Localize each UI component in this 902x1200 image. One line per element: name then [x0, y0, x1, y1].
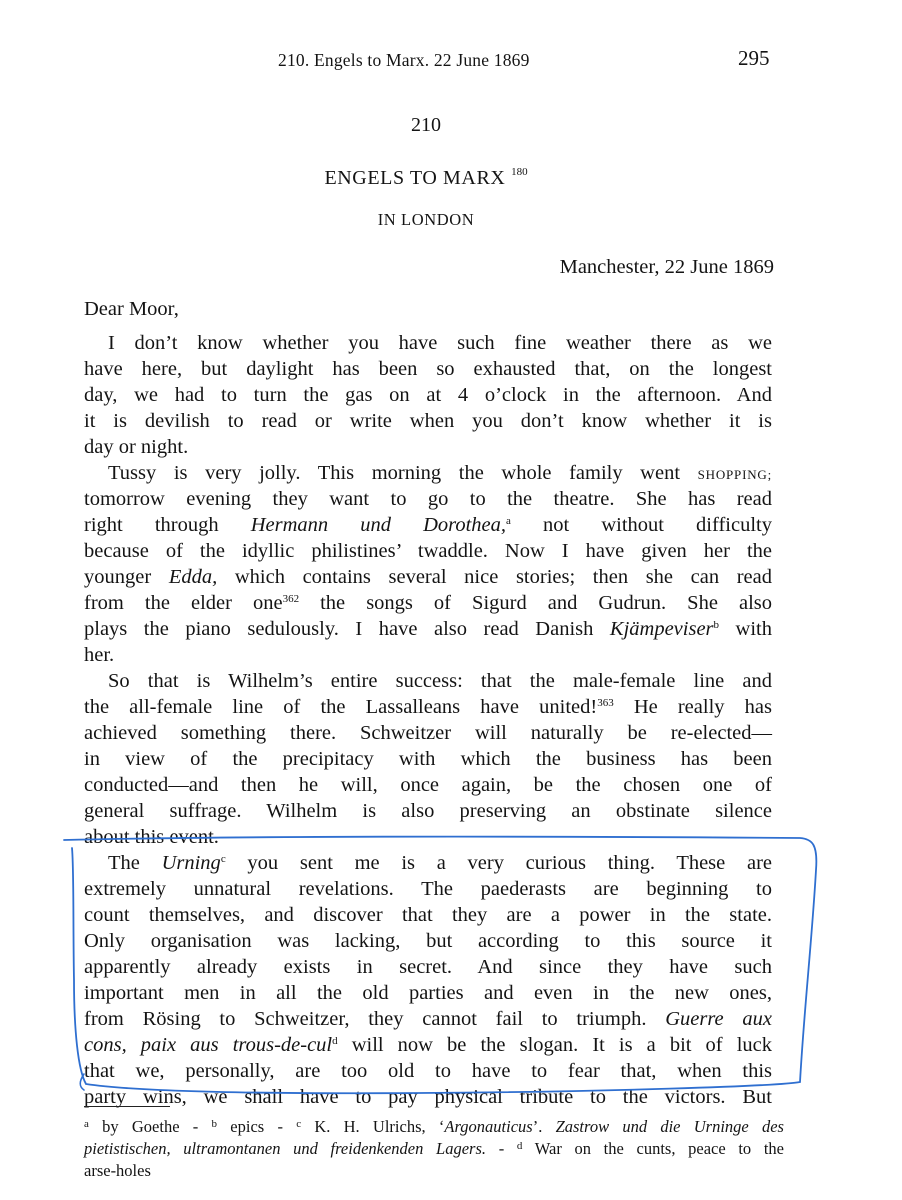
paragraph-4-line: count themselves, and discover that they are a power in the state.: [84, 904, 772, 926]
letter-number: 210: [411, 114, 441, 136]
note-ref: 362: [282, 593, 300, 605]
paragraph-1-line: I don’t know whether you have such fine weather there as we: [108, 332, 772, 354]
footnote-rule: [84, 1106, 170, 1107]
paragraph-4-line: that we, personally, are too old to have to fear that, when this: [84, 1060, 772, 1082]
paragraph-3-line: general suffrage. Wilhelm is also preserving an obstinate silence: [84, 800, 772, 822]
footnote-line: $^a$ by Goethe - $^b$ epics - $^c$ K. H. Ulrichs, ‘Argonauticus’. Zastrow und die Urninge des: [84, 1117, 784, 1136]
paragraph-3-line: So that is Wilhelm’s entire success: that the male-female line and: [108, 670, 772, 692]
paragraph-2-line: because of the idyllic philistines’ twaddle. Now I have given her the: [84, 540, 772, 562]
book-title: Hermann und Dorothea,: [250, 514, 507, 536]
smallcaps-word: SHOPPING;: [697, 467, 772, 482]
paragraph-3-line: the all-female line of the Lassalleans have united!$^{363}$ He really has: [84, 696, 772, 718]
running-title: 210. Engels to Marx. 22 June 1869: [278, 50, 530, 70]
paragraph-3-line: about this event.: [84, 826, 219, 848]
footnote-ref: a: [506, 515, 511, 527]
paragraph-3-line: achieved something there. Schweitzer will naturally be re-elected—: [84, 722, 772, 744]
paragraph-4-line: important men in all the old parties and even in the new ones,: [84, 982, 772, 1004]
paragraph-4-line: cons, paix aus trous-de-cul$^d$ will now be the slogan. It is a bit of luck: [84, 1034, 772, 1056]
footnote-line: arse-holes: [84, 1161, 151, 1180]
paragraph-1-line: day, we had to turn the gas on at 4 o’clock in the afternoon. And: [84, 384, 772, 406]
salutation: Dear Moor,: [84, 298, 179, 320]
paragraph-4-line: party wins, we shall have to pay physical tribute to the victors. But: [84, 1086, 772, 1108]
note-ref: 363: [597, 697, 614, 709]
paragraph-4-line: from Rösing to Schweitzer, they cannot fail to triumph. Guerre aux: [84, 1008, 772, 1030]
page-number: 295: [738, 46, 770, 70]
footnote-line: pietistischen, ultramontanen und freidenkenden Lagers. - $^d$ War on the cunts, peace to the: [84, 1139, 784, 1158]
footnote-ref: d: [332, 1035, 338, 1047]
footnote-ref: c: [220, 853, 226, 865]
paragraph-2-line: right through Hermann und Dorothea,$^a$ not without difficulty: [84, 514, 772, 536]
book-title: Kjämpeviser: [609, 618, 714, 640]
paragraph-2-line: Tussy is very jolly. This morning the whole family went SHOPPING;: [108, 462, 772, 484]
paragraph-2-line: younger Edda, which contains several nice stories; then she can read: [84, 566, 772, 588]
paragraph-4-line: Only organisation was lacking, but according to this source it: [84, 930, 772, 952]
paragraph-4-line: extremely unnatural revelations. The paederasts are beginning to: [84, 878, 772, 900]
paragraph-4-line: The Urning$^c$ you sent me is a very curious thing. These are: [108, 852, 772, 874]
highlight-tail: [80, 1074, 84, 1090]
paragraph-1-line: it is devilish to read or write when you don’t know whether it is: [84, 410, 772, 432]
paragraph-2-line: her.: [84, 644, 115, 666]
footnote-ref: b: [713, 619, 720, 631]
highlight-outline: [64, 837, 816, 1094]
title-note-ref: 180: [511, 166, 528, 178]
paragraph-3-line: in view of the precipitacy with which the business has been: [84, 748, 772, 770]
foreign-phrase: Guerre aux: [665, 1008, 772, 1030]
paragraph-2-line: plays the piano sedulously. I have also read Danish Kjämpeviser$^b$ with: [84, 618, 772, 640]
book-title: Edda,: [168, 566, 218, 588]
paragraph-2-line: tomorrow evening they want to go to the theatre. She has read: [84, 488, 772, 510]
book-title: Urning: [161, 852, 221, 874]
dateline: Manchester, 22 June 1869: [559, 256, 774, 278]
paragraph-2-line: from the elder one$^{362}$ the songs of Sigurd and Gudrun. She also: [84, 592, 772, 614]
letter-place: IN LONDON: [377, 210, 475, 229]
paragraph-3-line: conducted—and then he will, once again, be the chosen one of: [84, 774, 772, 796]
paragraph-4-line: apparently already exists in secret. And since they have such: [84, 956, 772, 978]
letter-title-text: ENGELS TO MARX: [324, 167, 506, 189]
paragraph-1-line: have here, but daylight has been so exhausted that, on the longest: [84, 358, 772, 380]
foreign-phrase: cons, paix aus trous-de-cul: [84, 1034, 333, 1056]
paragraph-1-line: day or night.: [84, 436, 189, 458]
